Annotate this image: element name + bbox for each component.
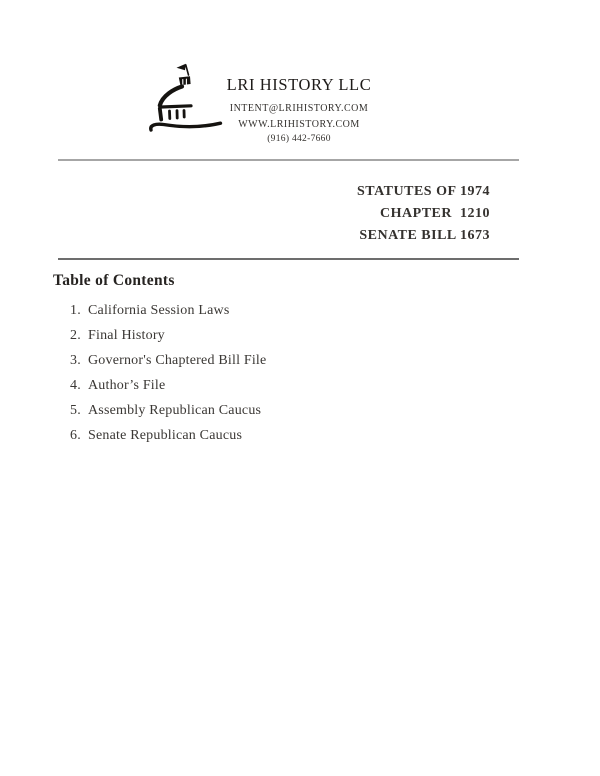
toc-item-number: 6. [70, 428, 81, 443]
contact-phone: (916) 442-7660 [267, 134, 331, 144]
toc-item-california-session-laws [70, 303, 490, 328]
company-name: LRI HISTORY LLC [226, 75, 372, 94]
toc-item-number: 2. [70, 328, 81, 343]
toc-list [70, 303, 490, 453]
divider-top [58, 159, 519, 161]
divider-bottom [58, 258, 519, 260]
chapter-line: CHAPTER 1210 [380, 206, 490, 221]
statute-reference [357, 181, 490, 247]
toc-item-number: 3. [70, 353, 81, 368]
toc-item-number: 5. [70, 403, 81, 418]
toc-item-number: 4. [70, 378, 81, 393]
letterhead [149, 75, 449, 148]
toc-item-label: Author’s File [88, 378, 166, 393]
toc-item-label: Senate Republican Caucus [88, 428, 243, 443]
toc-item-number: 1. [70, 303, 81, 318]
toc-item-authors-file [70, 378, 490, 403]
toc-item-assembly-republican-caucus [70, 403, 490, 428]
toc-item-label: Final History [88, 328, 165, 343]
contact-website: WWW.LRIHISTORY.COM [238, 118, 360, 130]
toc-title: Table of Contents [53, 272, 175, 289]
senate-bill-line: SENATE BILL 1673 [359, 228, 490, 243]
toc-item-governors-chaptered-bill-file [70, 353, 490, 378]
toc-item-label: Governor's Chaptered Bill File [88, 353, 267, 368]
statutes-line: STATUTES OF 1974 [357, 184, 490, 199]
toc-item-final-history [70, 328, 490, 353]
toc-item-label: Assembly Republican Caucus [88, 403, 262, 418]
toc-item-label: California Session Laws [88, 303, 230, 318]
toc-item-senate-republican-caucus [70, 428, 490, 453]
contact-email: INTENT@LRIHISTORY.COM [229, 103, 369, 114]
